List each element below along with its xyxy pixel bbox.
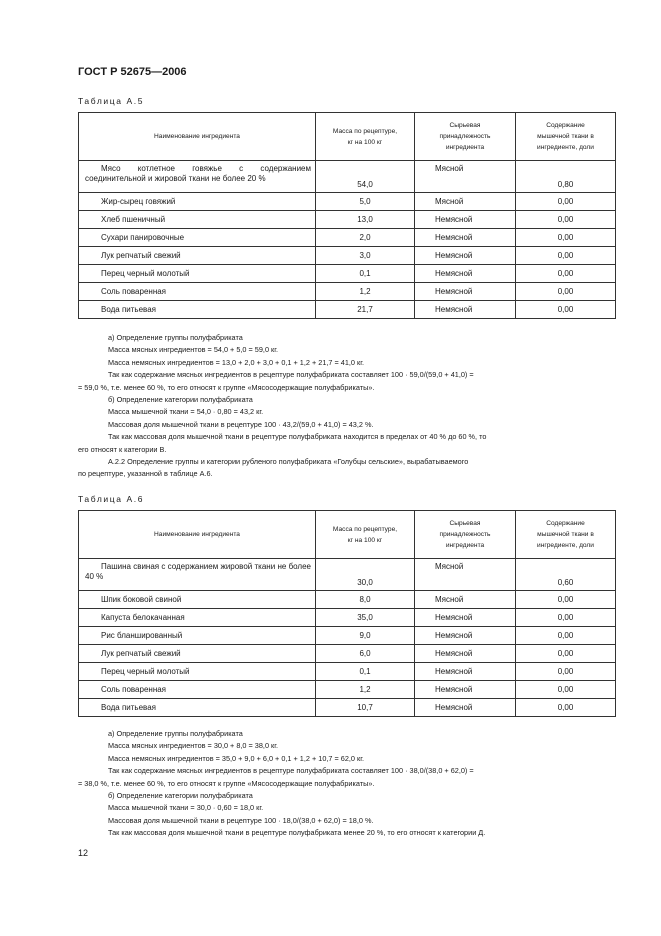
paragraph: Так как содержание мясных ингредиентов в рецептуре полуфабриката составляет 100 · 38,0/(38,0 + 62,0) = (108, 766, 474, 776)
ingredient-muscle: 0,00 (516, 301, 616, 319)
ingredient-name: Перец черный молотый (79, 265, 316, 283)
table-row (79, 663, 616, 681)
paragraph: по рецептуре, указанной в таблице А.6. (78, 469, 213, 479)
table-a5-caption: Таблица А.5 (78, 96, 145, 106)
ingredient-mass: 30,0 (316, 559, 415, 591)
ingredient-name: Шпик боковой свиной (79, 591, 316, 609)
table-row (79, 645, 616, 663)
ingredient-mass: 0,1 (316, 265, 415, 283)
paragraph: Масса мясных ингредиентов = 30,0 + 8,0 = 38,0 кг. (108, 741, 279, 751)
ingredient-name: Лук репчатый свежий (79, 247, 316, 265)
paragraph: = 59,0 %, т.е. менее 60 %, то его относят к группе «Мясосодержащие полуфабрикаты». (78, 382, 375, 392)
ingredient-group: Мясной (415, 591, 516, 609)
paragraph: Так как массовая доля мышечной ткани в рецептуре полуфабриката менее 20 %, то его относят к категории Д. (108, 828, 486, 838)
ingredient-group: Немясной (415, 265, 516, 283)
ingredient-group: Мясной (415, 161, 516, 193)
ingredient-muscle: 0,00 (516, 609, 616, 627)
ingredient-muscle: 0,80 (516, 161, 616, 193)
ingredient-mass: 8,0 (316, 591, 415, 609)
table-row (79, 609, 616, 627)
ingredient-group: Немясной (415, 699, 516, 717)
ingredient-name: Мясо котлетное говяжье с содержанием соединительной и жировой ткани не более 20 % (79, 161, 316, 193)
table-row (79, 265, 616, 283)
table-row (79, 559, 616, 591)
ingredient-group: Мясной (415, 193, 516, 211)
paragraph: Масса немясных ингредиентов = 13,0 + 2,0 + 3,0 + 0,1 + 1,2 + 21,7 = 41,0 кг. (108, 357, 365, 367)
ingredient-name: Вода питьевая (79, 301, 316, 319)
ingredient-muscle: 0,60 (516, 559, 616, 591)
paragraph: = 38,0 %, т.е. менее 60 %, то его относят к группе «Мясосодержащие полуфабрикаты». (78, 778, 375, 788)
paragraph: Так как массовая доля мышечной ткани в рецептуре полуфабриката находится в пределах от 40 % до 60 %, то (108, 432, 487, 442)
ingredient-name: Пашина свиная с содержанием жировой ткани не более 40 % (79, 559, 316, 591)
calculation-a5 (78, 332, 615, 481)
paragraph: Массовая доля мышечной ткани в рецептуре 100 · 18,0/(38,0 + 62,0) = 18,0 %. (108, 815, 374, 825)
ingredient-mass: 5,0 (316, 193, 415, 211)
ingredient-muscle: 0,00 (516, 699, 616, 717)
col-header-name: Наименование ингредиента (79, 511, 316, 559)
col-header-mass: Масса по рецептуре, кг на 100 кг (316, 113, 415, 161)
paragraph: а) Определение группы полуфабриката (108, 333, 243, 342)
col-header-muscle: Содержание мышечной ткани в ингредиенте, доли (516, 511, 616, 559)
table-row (79, 699, 616, 717)
table-row (79, 211, 616, 229)
ingredient-mass: 21,7 (316, 301, 415, 319)
table-a5 (78, 112, 616, 319)
col-header-name: Наименование ингредиента (79, 113, 316, 161)
ingredient-muscle: 0,00 (516, 283, 616, 301)
ingredient-mass: 9,0 (316, 627, 415, 645)
paragraph: б) Определение категории полуфабриката (108, 791, 253, 801)
ingredient-mass: 10,7 (316, 699, 415, 717)
ingredient-name: Лук репчатый свежий (79, 645, 316, 663)
table-a6-caption: Таблица А.6 (78, 494, 145, 504)
ingredient-muscle: 0,00 (516, 663, 616, 681)
paragraph: Масса немясных ингредиентов = 35,0 + 9,0 + 6,0 + 0,1 + 1,2 + 10,7 = 62,0 кг. (108, 753, 365, 763)
ingredient-muscle: 0,00 (516, 645, 616, 663)
col-header-mass: Масса по рецептуре, кг на 100 кг (316, 511, 415, 559)
ingredient-group: Немясной (415, 627, 516, 645)
ingredient-mass: 0,1 (316, 663, 415, 681)
paragraph: а) Определение группы полуфабриката (108, 729, 243, 738)
standard-header: ГОСТ Р 52675—2006 (78, 66, 187, 78)
paragraph: его относят к категории В. (78, 444, 167, 454)
paragraph: Масса мясных ингредиентов = 54,0 + 5,0 = 59,0 кг. (108, 345, 279, 355)
table-row (79, 161, 616, 193)
paragraph: б) Определение категории полуфабриката (108, 395, 253, 405)
ingredient-name: Хлеб пшеничный (79, 211, 316, 229)
ingredient-mass: 6,0 (316, 645, 415, 663)
table-row (79, 301, 616, 319)
ingredient-mass: 1,2 (316, 283, 415, 301)
paragraph: А.2.2 Определение группы и категории рубленого полуфабриката «Голубцы сельские», вырабатываемого (108, 457, 469, 467)
ingredient-muscle: 0,00 (516, 627, 616, 645)
table-row (79, 229, 616, 247)
table-row (79, 627, 616, 645)
ingredient-muscle: 0,00 (516, 211, 616, 229)
table-row (79, 247, 616, 265)
paragraph: Масса мышечной ткани = 54,0 · 0,80 = 43,2 кг. (108, 407, 264, 417)
ingredient-name: Соль поваренная (79, 681, 316, 699)
table-a6 (78, 510, 616, 717)
ingredient-name: Капуста белокачанная (79, 609, 316, 627)
ingredient-mass: 3,0 (316, 247, 415, 265)
ingredient-name: Соль поваренная (79, 283, 316, 301)
ingredient-group: Немясной (415, 283, 516, 301)
table-row (79, 681, 616, 699)
col-header-group: Сырьевая принадлежность ингредиента (415, 511, 516, 559)
col-header-group: Сырьевая принадлежность ингредиента (415, 113, 516, 161)
ingredient-name: Вода питьевая (79, 699, 316, 717)
ingredient-muscle: 0,00 (516, 229, 616, 247)
ingredient-name: Жир-сырец говяжий (79, 193, 316, 211)
ingredient-muscle: 0,00 (516, 193, 616, 211)
ingredient-mass: 13,0 (316, 211, 415, 229)
ingredient-group: Немясной (415, 681, 516, 699)
ingredient-muscle: 0,00 (516, 265, 616, 283)
page-number: 12 (78, 848, 89, 858)
ingredient-group: Немясной (415, 645, 516, 663)
table-row (79, 193, 616, 211)
ingredient-name: Рис бланшированный (79, 627, 316, 645)
ingredient-muscle: 0,00 (516, 681, 616, 699)
ingredient-group: Немясной (415, 229, 516, 247)
paragraph: Так как содержание мясных ингредиентов в рецептуре полуфабриката составляет 100 · 59,0/(59,0 + 41,0) = (108, 370, 474, 380)
ingredient-group: Немясной (415, 301, 516, 319)
ingredient-group: Немясной (415, 663, 516, 681)
ingredient-mass: 2,0 (316, 229, 415, 247)
ingredient-mass: 1,2 (316, 681, 415, 699)
ingredient-muscle: 0,00 (516, 591, 616, 609)
paragraph: Массовая доля мышечной ткани в рецептуре 100 · 43,2/(59,0 + 41,0) = 43,2 %. (108, 419, 374, 429)
table-row (79, 283, 616, 301)
paragraph: Масса мышечной ткани = 30,0 · 0,60 = 18,0 кг. (108, 803, 264, 813)
ingredient-group: Немясной (415, 609, 516, 627)
ingredient-group: Немясной (415, 211, 516, 229)
ingredient-mass: 54,0 (316, 161, 415, 193)
col-header-muscle: Содержание мышечной ткани в ингредиенте, доли (516, 113, 616, 161)
ingredient-name: Перец черный молотый (79, 663, 316, 681)
ingredient-muscle: 0,00 (516, 247, 616, 265)
ingredient-group: Мясной (415, 559, 516, 591)
calculation-a6 (78, 728, 615, 840)
ingredient-mass: 35,0 (316, 609, 415, 627)
ingredient-group: Немясной (415, 247, 516, 265)
table-row (79, 591, 616, 609)
ingredient-name: Сухари панировочные (79, 229, 316, 247)
